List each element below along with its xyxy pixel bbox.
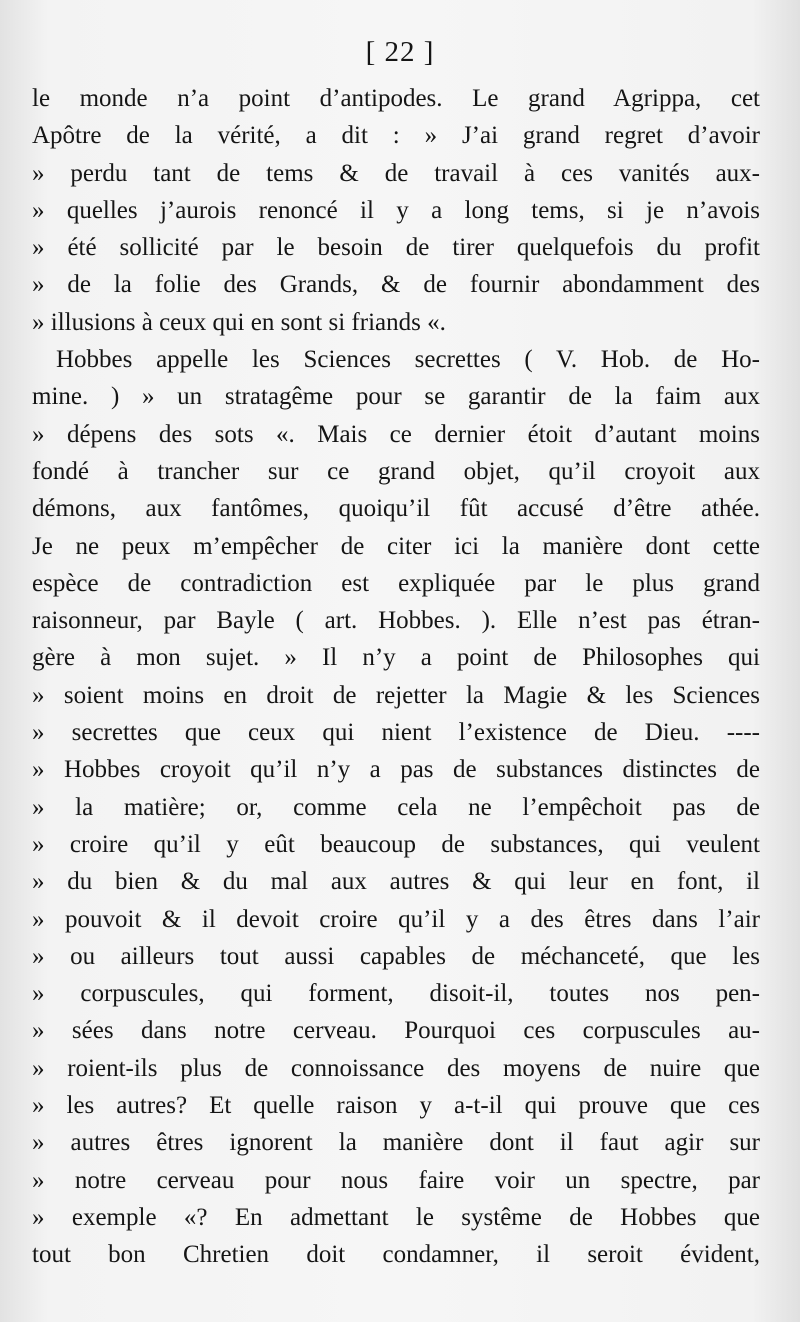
text-line: mine. ) » un stratagême pour se garantir de la faim aux (32, 383, 760, 411)
text-line: » sées dans notre cerveau. Pourquoi ces corpuscules au- (32, 1017, 760, 1045)
text-line: » ou ailleurs tout aussi capables de méchanceté, que les (32, 942, 760, 970)
text-line: » la matière; or, comme cela ne l’empêchoit pas de (32, 793, 760, 821)
text-line: » de la folie des Grands, & de fournir abondamment des (32, 271, 760, 299)
text-line: » notre cerveau pour nous faire voir un spectre, par (32, 1166, 760, 1194)
text-line: fondé à trancher sur ce grand objet, qu’il croyoit aux (32, 457, 760, 485)
text-line: démons, aux fantômes, quoiqu’il fût accusé d’être athée. (32, 495, 760, 523)
text-line: » roient-ils plus de connoissance des moyens de nuire que (32, 1054, 760, 1082)
text-line: Hobbes appelle les Sciences secrettes ( V. Hob. de Ho- (56, 346, 760, 374)
text-line: » illusions à ceux qui en sont si friands «. (32, 308, 446, 336)
text-line: » quelles j’aurois renoncé il y a long tems, si je n’avois (32, 196, 760, 224)
text-line: » les autres? Et quelle raison y a-t-il qui prouve que ces (32, 1092, 760, 1120)
text-line: raisonneur, par Bayle ( art. Hobbes. ). Elle n’est pas étran- (32, 607, 760, 635)
text-line: » secrettes que ceux qui nient l’existence de Dieu. ---- (32, 719, 760, 747)
text-line: » Hobbes croyoit qu’il n’y a pas de substances distinctes de (32, 756, 760, 784)
text-line: gère à mon sujet. » Il n’y a point de Philosophes qui (32, 644, 760, 672)
text-line: » soient moins en droit de rejetter la Magie & les Sciences (32, 681, 760, 709)
text-line: Apôtre de la vérité, a dit : » J’ai grand regret d’avoir (32, 122, 760, 150)
text-line: » du bien & du mal aux autres & qui leur en font, il (32, 868, 760, 896)
text-line: tout bon Chretien doit condamner, il seroit évident, (32, 1241, 760, 1269)
text-line: » dépens des sots «. Mais ce dernier étoit d’autant moins (32, 420, 760, 448)
text-line: le monde n’a point d’antipodes. Le grand Agrippa, cet (32, 85, 760, 112)
text-line: » croire qu’il y eût beaucoup de substances, qui veulent (32, 830, 760, 858)
text-line: » exemple «? En admettant le systême de Hobbes que (32, 1203, 760, 1231)
text-line: » corpuscules, qui forment, disoit-il, toutes nos pen- (32, 980, 760, 1008)
page-number: [ 22 ] (365, 36, 435, 68)
text-line: Je ne peux m’empêcher de citer ici la manière dont cette (32, 532, 760, 560)
text-line: » autres êtres ignorent la manière dont il faut agir sur (32, 1129, 760, 1157)
text-line: espèce de contradiction est expliquée par le plus grand (32, 569, 760, 597)
text-line: » été sollicité par le besoin de tirer quelquefois du profit (32, 234, 760, 262)
text-line: » perdu tant de tems & de travail à ces vanités aux- (32, 159, 760, 187)
text-line: » pouvoit & il devoit croire qu’il y a des êtres dans l’air (32, 905, 760, 933)
body-text (32, 80, 760, 1274)
